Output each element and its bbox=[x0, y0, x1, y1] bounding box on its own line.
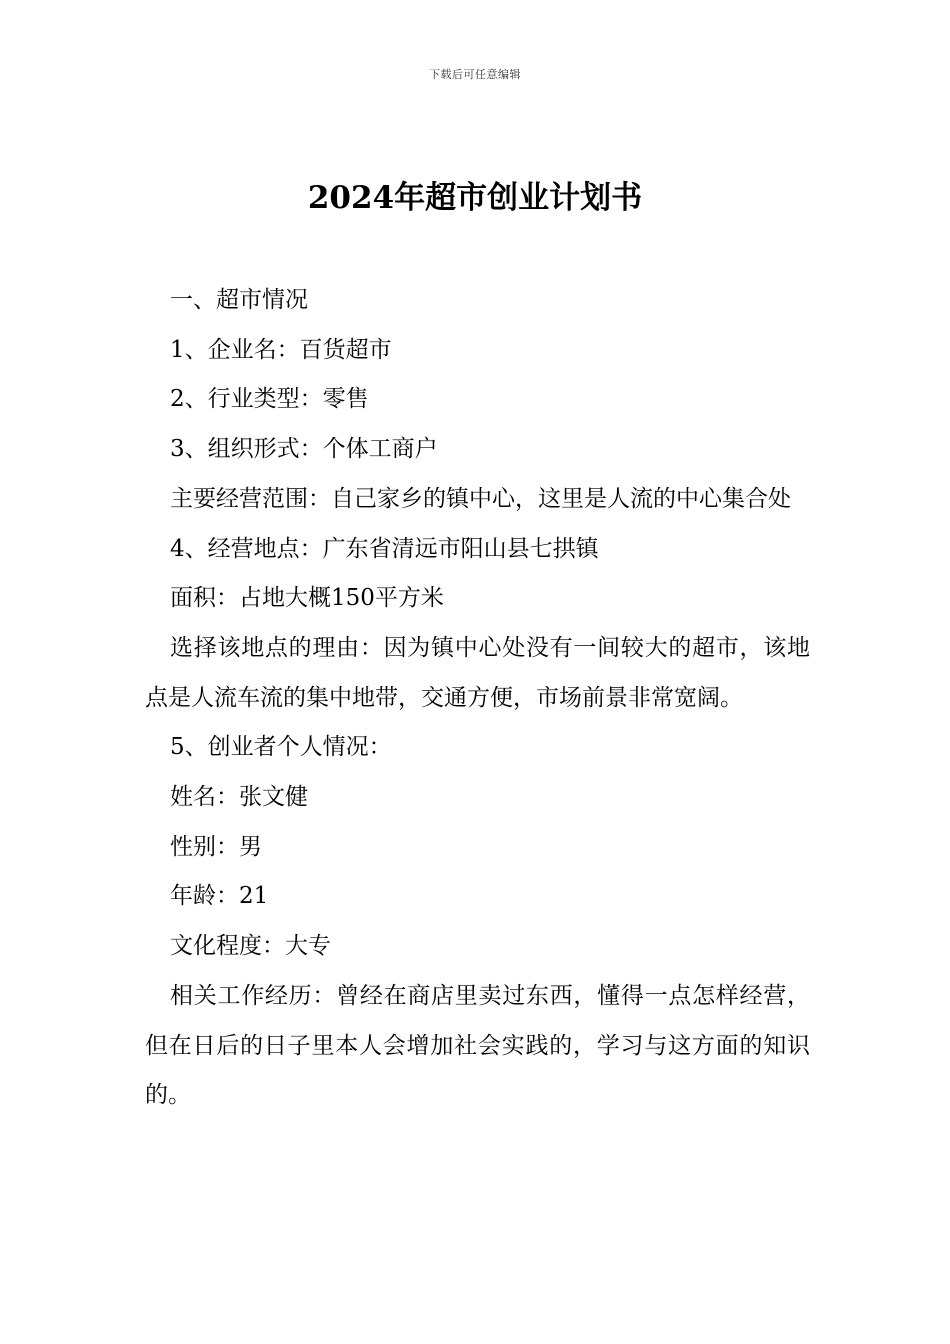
paragraph-founder-age: 年龄：21 bbox=[170, 883, 269, 910]
paragraph-work-experience: 相关工作经历：曾经在商店里卖过东西，懂得一点怎样经营，但在日后的日子里本人会增加社会实践的，学习与这方面的知识的。 bbox=[145, 982, 810, 1109]
paragraph-founder-gender: 性别：男 bbox=[170, 833, 262, 860]
header-note: 下载后可任意编辑 bbox=[429, 68, 521, 81]
paragraph-founder-heading: 5、创业者个人情况： bbox=[170, 734, 392, 761]
paragraph-organization-form: 3、组织形式：个体工商户 bbox=[170, 436, 438, 463]
document-title: 2024年超市创业计划书 bbox=[307, 180, 643, 216]
paragraph-founder-education: 文化程度：大专 bbox=[170, 933, 331, 960]
paragraph-location-reason: 选择该地点的理由：因为镇中心处没有一间较大的超市，该地点是人流车流的集中地带，交通方便，市场前景非常宽阔。 bbox=[145, 634, 810, 711]
paragraph-business-location: 4、经营地点：广东省清远市阳山县七拱镇 bbox=[170, 535, 599, 562]
paragraph-industry-type: 2、行业类型：零售 bbox=[170, 386, 369, 413]
paragraph-business-scope: 主要经营范围：自己家乡的镇中心，这里是人流的中心集合处 bbox=[170, 485, 791, 512]
paragraph-founder-name: 姓名：张文健 bbox=[170, 784, 308, 811]
section-heading-supermarket: 一、超市情况 bbox=[170, 287, 308, 313]
paragraph-company-name: 1、企业名：百货超市 bbox=[170, 336, 392, 363]
document-body bbox=[145, 276, 810, 1121]
paragraph-area: 面积：占地大概150平方米 bbox=[170, 585, 444, 612]
